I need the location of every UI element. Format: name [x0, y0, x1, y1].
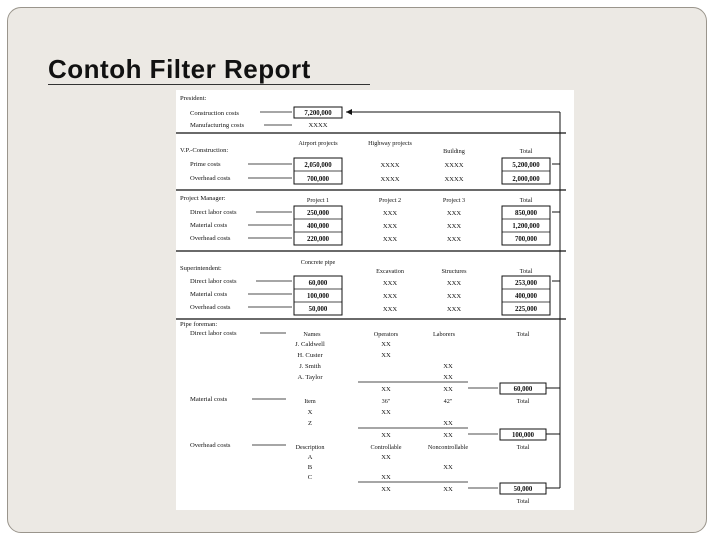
foreman-heading: Pipe foreman:: [180, 321, 218, 328]
foreman-controllable-2: XX: [381, 474, 391, 481]
filter-report-figure: [176, 90, 574, 510]
foreman-operator-2: XX: [381, 352, 391, 359]
pm-col-1: Project 1: [306, 197, 330, 204]
super-labor-structures: XXX: [446, 280, 462, 287]
pm-material-label: Material costs: [190, 222, 228, 229]
foreman-name-3: J. Smith: [299, 363, 321, 370]
super-overhead-structures: XXX: [446, 306, 462, 313]
pm-col-total: Total: [519, 197, 533, 204]
foreman-col-controllable: Controllable: [370, 444, 402, 451]
pm-col-2: Project 2: [378, 197, 402, 204]
foreman-material-label: Material costs: [190, 396, 228, 403]
foreman-col-42: 42": [443, 398, 453, 405]
super-col-concrete: Concrete pipe: [300, 259, 336, 266]
foreman-col-total: Total: [516, 331, 530, 338]
president-construction-label: Construction costs: [190, 110, 239, 117]
super-heading: Superintendent:: [180, 265, 222, 272]
pm-col-3: Project 3: [442, 197, 466, 204]
pm-labor-label: Direct labor costs: [190, 209, 237, 216]
pm-material-p2: XXX: [382, 223, 398, 230]
foreman-overhead-total: 50,000: [513, 486, 533, 493]
foreman-material-subtotal-2: XX: [443, 432, 453, 439]
foreman-noncontrollable-1: XX: [443, 464, 453, 471]
vp-col-total: Total: [519, 148, 533, 155]
super-labor-label: Direct labor costs: [190, 278, 237, 285]
foreman-material-36-value: XX: [381, 409, 391, 416]
pm-overhead-p1: 220,000: [306, 236, 330, 243]
vp-overhead-airport: 700,000: [306, 176, 330, 183]
super-col-structures: Structures: [441, 268, 467, 275]
pm-labor-p3: XXX: [446, 210, 462, 217]
filter-report-diagram: [176, 90, 574, 510]
pm-material-total: 1,200,000: [512, 223, 540, 230]
pm-heading: Project Manager:: [180, 195, 226, 202]
foreman-col-36: 36": [381, 398, 391, 405]
foreman-col-laborers: Laborers: [433, 331, 455, 338]
foreman-item-z: Z: [307, 420, 313, 427]
foreman-name-4: A. Taylor: [297, 374, 323, 381]
vp-prime-label: Prime costs: [190, 161, 221, 168]
super-material-structures: XXX: [446, 293, 462, 300]
pm-labor-total: 850,000: [514, 210, 538, 217]
foreman-desc-a: A: [307, 454, 313, 461]
president-manufacturing-label: Manufacturing costs: [190, 122, 245, 129]
pm-overhead-total: 700,000: [514, 236, 538, 243]
foreman-col-names: Names: [303, 331, 321, 338]
foreman-overhead-col-total: Total: [516, 444, 530, 451]
super-overhead-label: Overhead costs: [190, 304, 231, 311]
pm-overhead-label: Overhead costs: [190, 235, 231, 242]
super-material-label: Material costs: [190, 291, 228, 298]
vp-prime-highway: XXXX: [380, 162, 400, 169]
pm-material-p3: XXX: [446, 223, 462, 230]
slide: [7, 7, 707, 533]
super-overhead-concrete: 50,000: [308, 306, 328, 313]
foreman-desc-c: C: [307, 474, 313, 481]
foreman-col-description: Description: [295, 444, 325, 451]
vp-overhead-building: XXXX: [444, 176, 464, 183]
vp-overhead-highway: XXXX: [380, 176, 400, 183]
president-manufacturing-value: XXXX: [308, 122, 328, 129]
pm-overhead-p3: XXX: [446, 236, 462, 243]
arrow-head: [346, 109, 352, 115]
foreman-labor-label: Direct labor costs: [190, 330, 237, 337]
super-labor-total: 253,000: [514, 280, 538, 287]
vp-col-airport: Airport projects: [298, 140, 338, 147]
pm-labor-p1: 250,000: [306, 210, 330, 217]
vp-col-building: Building: [443, 148, 465, 155]
foreman-material-col-total: Total: [516, 398, 530, 405]
vp-prime-total: 5,200,000: [512, 162, 540, 169]
foreman-col-operators: Operators: [373, 331, 399, 338]
super-material-excavation: XXX: [382, 293, 398, 300]
super-labor-excavation: XXX: [382, 280, 398, 287]
pm-labor-p2: XXX: [382, 210, 398, 217]
foreman-name-1: J. Caldwell: [295, 341, 325, 348]
foreman-material-42-value: XX: [443, 420, 453, 427]
vp-prime-airport: 2,050,000: [304, 162, 332, 169]
foreman-col-noncontrollable: Noncontrollable: [427, 444, 469, 451]
foreman-desc-b: B: [307, 464, 313, 471]
foreman-material-total: 100,000: [511, 432, 535, 439]
foreman-item-x: X: [307, 409, 313, 416]
foreman-name-2: H. Custer: [297, 352, 323, 359]
vp-overhead-label: Overhead costs: [190, 175, 231, 182]
foreman-overhead-bottom-total-label: Total: [516, 498, 530, 505]
vp-col-highway: Highway projects: [368, 140, 412, 147]
foreman-operator-1: XX: [381, 341, 391, 348]
super-overhead-total: 225,000: [514, 306, 538, 313]
vp-prime-building: XXXX: [444, 162, 464, 169]
vp-heading: V.P.-Construction:: [180, 147, 229, 154]
foreman-col-item: Item: [304, 398, 316, 405]
foreman-overhead-subtotal-1: XX: [381, 486, 391, 493]
foreman-overhead-subtotal-2: XX: [443, 486, 453, 493]
president-construction-value: 7,200,000: [304, 110, 332, 117]
foreman-material-subtotal-1: XX: [381, 432, 391, 439]
president-heading: President:: [180, 95, 207, 102]
super-col-total: Total: [519, 268, 533, 275]
super-material-total: 400,000: [514, 293, 538, 300]
foreman-labor-subtotal-2: XX: [443, 386, 453, 393]
super-overhead-excavation: XXX: [382, 306, 398, 313]
foreman-labor-total: 60,000: [513, 386, 533, 393]
pm-material-p1: 400,000: [306, 223, 330, 230]
vp-overhead-total: 2,000,000: [512, 176, 540, 183]
pm-overhead-p2: XXX: [382, 236, 398, 243]
super-material-concrete: 100,000: [306, 293, 330, 300]
slide-title: Contoh Filter Report: [48, 54, 311, 84]
super-labor-concrete: 60,000: [308, 280, 328, 287]
title-underline: [48, 84, 370, 85]
foreman-labor-subtotal-1: XX: [381, 386, 391, 393]
foreman-controllable-1: XX: [381, 454, 391, 461]
foreman-overhead-label: Overhead costs: [190, 442, 231, 449]
foreman-laborer-1: XX: [443, 363, 453, 370]
foreman-laborer-2: XX: [443, 374, 453, 381]
super-col-excavation: Excavation: [376, 268, 404, 275]
